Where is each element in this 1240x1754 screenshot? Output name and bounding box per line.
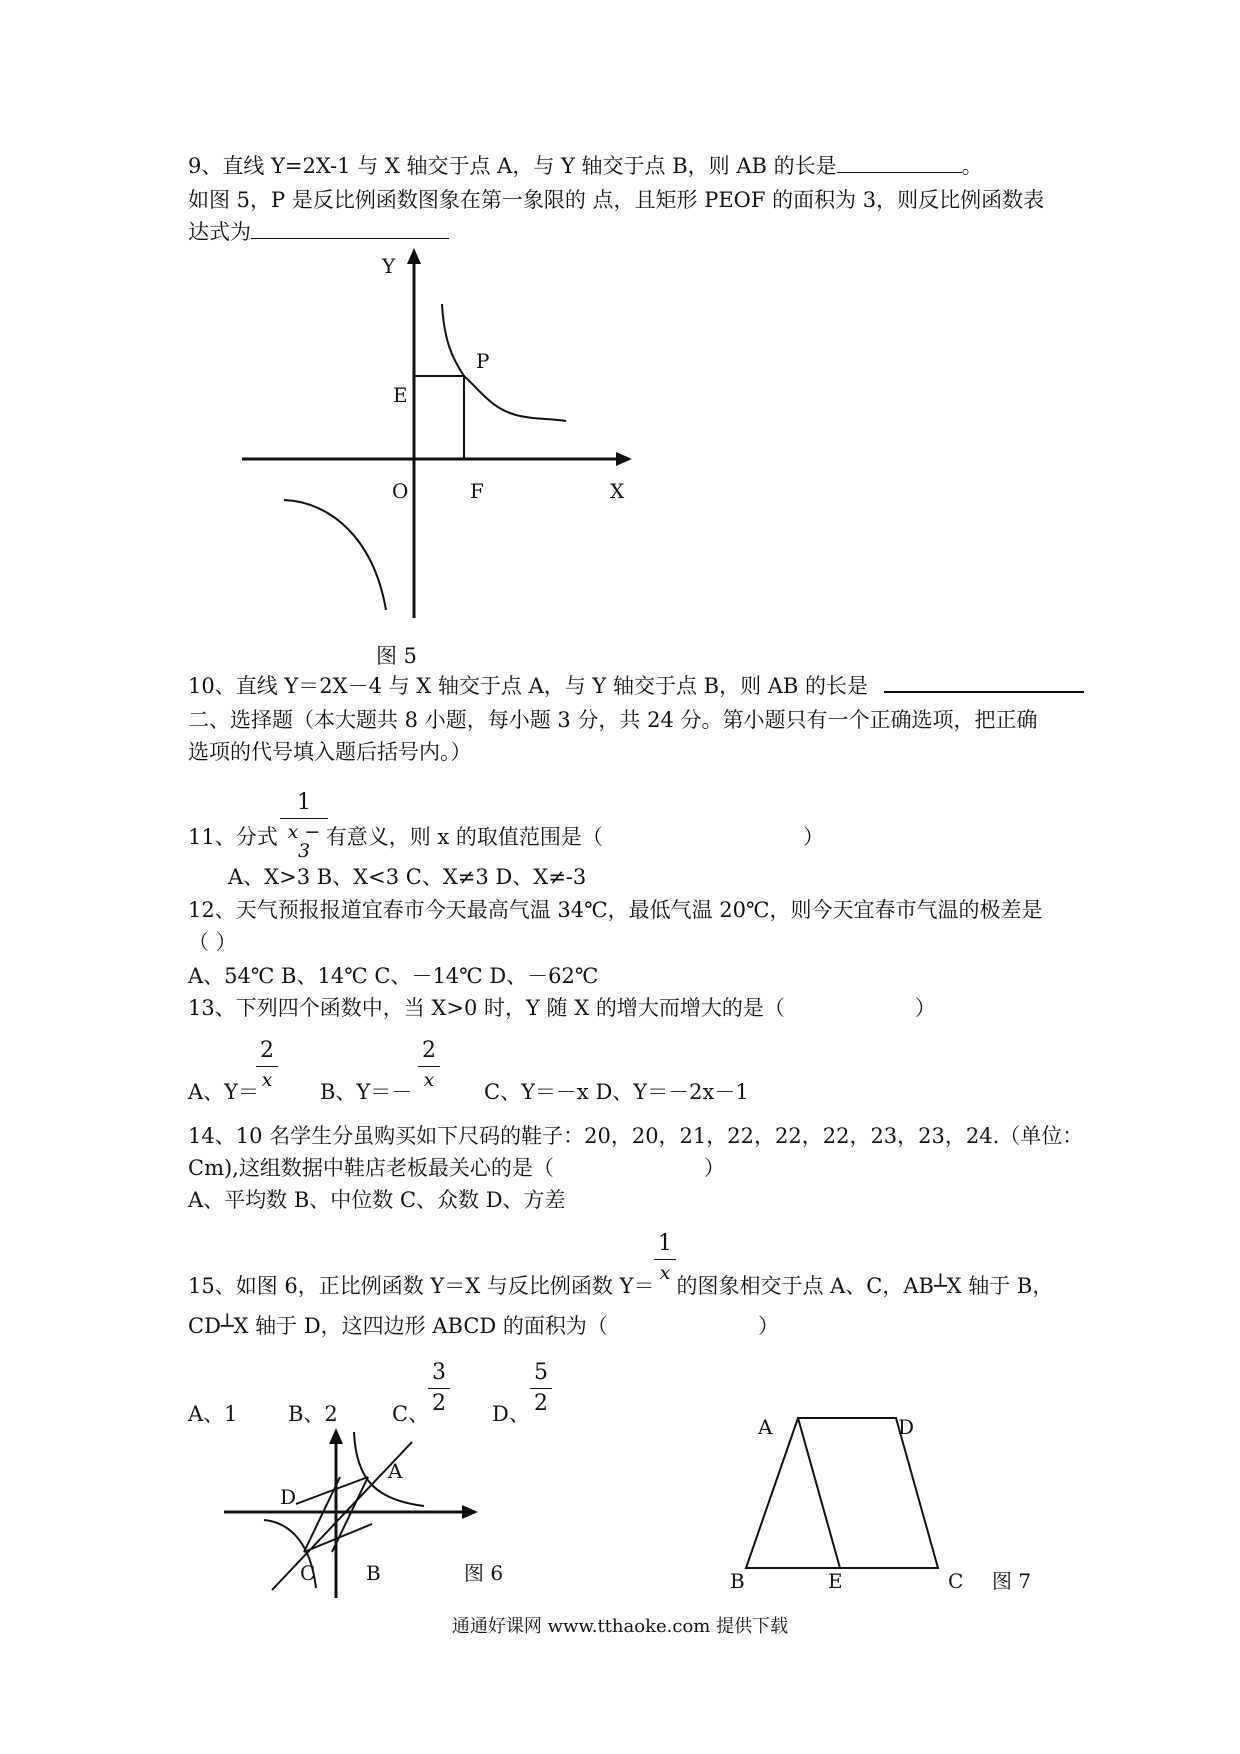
question-15-line2 [188,1316,779,1337]
q15-c-denominator: 2 [432,1391,446,1416]
fig5-curve-q3 [284,500,386,610]
answer-blank-10[interactable] [884,690,1084,693]
q15-d-numerator: 5 [534,1360,548,1385]
q13-b-denominator: x [423,1069,435,1091]
question-13 [188,998,936,1019]
fig6-segment-cb [304,1524,372,1552]
fig5-x-arrow [616,452,632,466]
fig7-segment-ae [798,1418,840,1568]
q15-option-d[interactable]: D、 [492,1402,530,1426]
fig5-label-p: P [476,349,490,373]
q13-option-b[interactable]: B、Y＝－ [320,1080,413,1104]
q13-option-a[interactable]: A、Y＝ [188,1080,260,1104]
fig6-y-arrow [329,1428,343,1444]
question-9 [188,156,983,177]
fig7-caption: 图 7 [992,1569,1032,1593]
q15-option-b[interactable]: B、2 [288,1402,338,1426]
q15-c-bar [428,1388,450,1389]
q13-a-denominator: x [261,1069,273,1091]
q11-close-paren: ） [802,825,824,849]
footer-source: 通通好课网 www.tthaoke.com 提供下载 [451,1616,789,1637]
q11-prefix: 11、分式 [188,825,278,849]
fig6-label-c: C [300,1561,316,1585]
q13-close-paren: ） [914,996,936,1020]
q13-b-bar [418,1066,440,1067]
fig7-label-b: B [730,1569,745,1593]
q15-line1-b: 的图象相交于点 A、C，AB┴X 轴于 B， [676,1274,1054,1298]
fig7-label-e: E [828,1569,843,1593]
q13-a-numerator: 2 [260,1038,274,1063]
figure-5 [230,240,650,670]
question-12-line2: （ ） [188,930,237,954]
fig7-label-a: A [758,1415,773,1439]
q11-suffix: 有意义，则 x 的取值范围是（ [325,825,603,849]
fig5-rectangle-peof [414,376,464,459]
q14-close-paren: ） [703,1156,725,1180]
question-9-text: 9、直线 Y=2X-1 与 X 轴交于点 A，与 Y 轴交于点 B，则 AB 的长是 [188,154,837,178]
question-14-line2 [188,1158,725,1179]
q14-options[interactable]: A、平均数 B、中位数 C、众数 D、方差 [188,1188,566,1212]
question-10 [188,676,1084,697]
fig6-x-arrow [462,1505,478,1519]
q15-fraction-bar [654,1259,676,1260]
q11-fraction-bar [280,818,328,819]
fig7-label-d: D [898,1415,915,1439]
q15-c-numerator: 3 [432,1360,446,1385]
figure-6 [216,1420,716,1600]
question-fig5-line2-text: 达式为 [188,220,251,244]
q15-c-fraction [428,1362,450,1415]
question-12-line1: 12、天气预报报道宜春市今天最高气温 34℃，最低气温 20℃，则今天宜春市气温的极差是 [188,898,1043,922]
q15-fraction-denominator: x [659,1262,671,1284]
section-2-header-line1: 二、选择题（本大题共 8 小题，每小题 3 分，共 24 分。第小题只有一个正确选项，把正确 [188,708,1038,732]
q11-fraction-numerator: 1 [297,790,311,815]
fig5-label-f: F [470,479,484,503]
q15-line2-text: CD┴X 轴于 D，这四边形 ABCD 的面积为（ [188,1314,608,1338]
section-2-header-line2: 选项的代号填入题后括号内。） [188,740,472,764]
question-15-line1 [188,1276,1053,1297]
fig6-label-a: A [388,1459,403,1483]
q15-close-paren: ） [757,1314,779,1338]
figure-5-caption: 图 5 [376,644,418,668]
question-10-text: 10、直线 Y＝2X－4 与 X 轴交于点 A，与 Y 轴交于点 B，则 AB 的长是 [188,674,869,698]
q15-option-c[interactable]: C、 [392,1402,430,1426]
question-fig5-line1: 如图 5，P 是反比例函数图象在第一象限的 点，且矩形 PEOF 的面积为 3，则反比例函数表 [188,188,1045,212]
fig5-label-y: Y [382,254,396,278]
fig5-label-o: O [392,479,409,503]
q11-options[interactable]: A、X>3 B、X<3 C、X≠3 D、X≠-3 [228,865,587,889]
fig5-label-e: E [393,383,408,407]
q15-line1-a: 15、如图 6，正比例函数 Y＝X 与反比例函数 Y＝ [188,1274,655,1298]
q15-option-a[interactable]: A、1 [188,1402,238,1426]
q15-d-denominator: 2 [534,1391,548,1416]
fig7-trapezoid-abcd [746,1418,938,1568]
q13-a-bar [256,1066,278,1067]
answer-blank-fig5[interactable] [251,237,449,239]
fig6-label-b: B [366,1561,381,1585]
fig6-caption: 图 6 [464,1561,504,1585]
q12-options[interactable]: A、54℃ B、14℃ C、－14℃ D、－62℃ [188,964,599,988]
q13-b-numerator: 2 [422,1038,436,1063]
fig5-curve-q1 [442,304,566,421]
q15-fraction-numerator: 1 [658,1231,672,1256]
fig7-label-c: C [948,1569,964,1593]
question-14-line1: 14、10 名学生分虽购买如下尺码的鞋子：20，20，21，22，22，22，23，23，24.（单位： [188,1124,1084,1148]
fig6-label-d: D [280,1485,297,1509]
fig5-label-x: X [610,479,625,503]
question-11 [188,827,824,848]
q13-b-fraction [418,1040,440,1090]
fig5-y-arrow [407,248,421,264]
q13-option-cd[interactable]: C、Y＝－x D、Y＝－2x－1 [484,1080,749,1104]
question-9-end: 。 [961,154,983,178]
q13-a-fraction [256,1040,278,1090]
figure-7 [700,1390,1080,1610]
q14-line2-text: Cm),这组数据中鞋店老板最关心的是（ [188,1156,554,1180]
answer-blank-9[interactable] [837,171,962,173]
q15-d-fraction [530,1362,552,1415]
q15-d-bar [530,1388,552,1389]
q11-fraction-denominator: x − 3 [287,821,321,862]
q13-text: 13、下列四个函数中，当 X>0 时，Y 随 X 的增大而增大的是（ [188,996,785,1020]
